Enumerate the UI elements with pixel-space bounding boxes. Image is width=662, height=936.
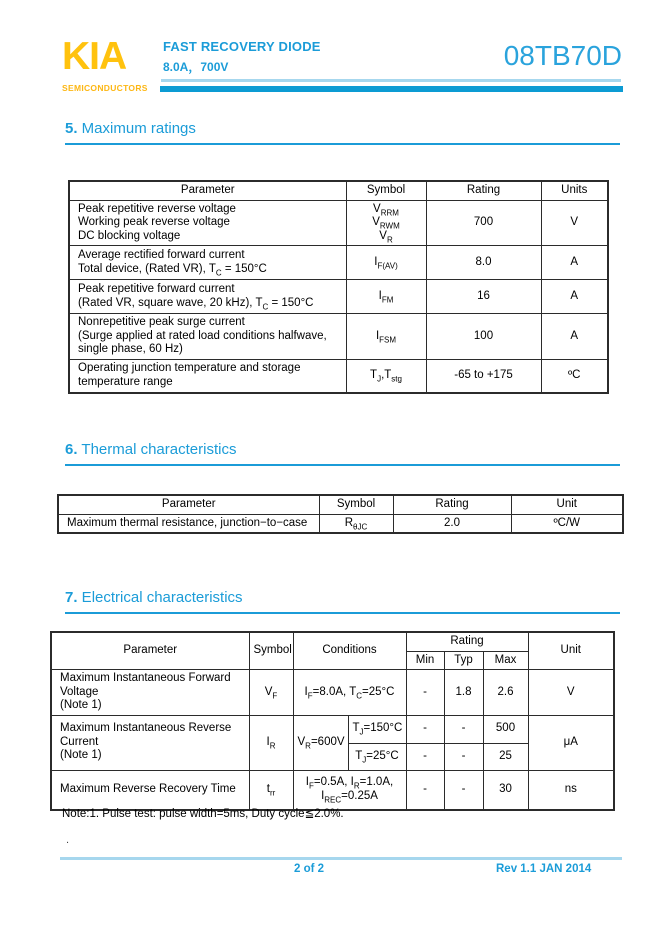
typ-cell: -: [444, 743, 483, 770]
col-header-rating: Rating: [406, 632, 528, 651]
table-row: [58, 514, 623, 533]
param-cell: Maximum Reverse Recovery Time: [51, 770, 249, 810]
col-header-symbol: Symbol: [319, 495, 393, 514]
col-header-units: Units: [541, 181, 608, 200]
param-cell: Peak repetitive reverse voltage Working peak reverse voltage DC blocking voltage: [69, 200, 346, 246]
max-cell: 30: [483, 770, 528, 810]
section-number: 6.: [65, 441, 78, 458]
param-cell: Maximum Instantaneous Forward Voltage (Note 1): [51, 670, 249, 716]
table-row-forward-voltage: [51, 670, 614, 716]
part-number: 08TB70D: [503, 40, 622, 71]
symbol-cell: $V_F$: [249, 670, 293, 716]
footnote: Note:1. Pulse test: pulse width=5ms, Duty cycle≦2.0%.: [62, 808, 344, 820]
section-title: Maximum ratings: [77, 120, 196, 137]
param-cell: Peak repetitive forward current (Rated VR, square wave, 20 kHz), $T_C = 150^\circ C$: [69, 280, 346, 314]
typ-cell: -: [444, 715, 483, 743]
max-cell: 500: [483, 715, 528, 743]
table-row: [69, 359, 608, 393]
product-spec: 8.0A，700V: [163, 60, 229, 74]
symbol-cell: $I_R$: [249, 715, 293, 770]
param-cell: Average rectified forward current Total device, (Rated VR), $T_C = 150^\circ C$: [69, 246, 346, 280]
page-number: 2 of 2: [294, 863, 325, 875]
electrical-table: [50, 631, 615, 811]
rating-cell: 16: [426, 280, 541, 314]
header-rule-thick: [160, 86, 623, 92]
conditions-sub-cell: $T_J=150^\circ C$: [348, 715, 406, 743]
conditions-cell: $I_F=8.0A$, $T_C=25^\circ C$: [293, 670, 406, 716]
symbol-cell: $T_J,T_{stg}$: [346, 359, 426, 393]
section-title: Thermal characteristics: [77, 441, 237, 458]
rating-cell: -65 to +175: [426, 359, 541, 393]
units-cell: ºC: [541, 359, 608, 393]
section-title: Electrical characteristics: [77, 589, 243, 606]
header-rule-light: [161, 79, 621, 82]
symbol-cell: $I_{FSM}$: [346, 314, 426, 360]
table-row: [69, 280, 608, 314]
stray-dot: .: [66, 834, 70, 846]
rating-cell: 100: [426, 314, 541, 360]
col-header-symbol: Symbol: [249, 632, 293, 670]
param-cell: Operating junction temperature and storage temperature range: [69, 359, 346, 393]
col-header-rating: Rating: [426, 181, 541, 200]
units-cell: A: [541, 246, 608, 280]
section-heading-electrical: [65, 589, 620, 614]
unit-cell: ns: [528, 770, 614, 810]
conditions-sub-cell: $T_J=25^\circ C$: [348, 743, 406, 770]
unit-cell: V: [528, 670, 614, 716]
symbol-cell: $I_{FM}$: [346, 280, 426, 314]
col-header-max: Max: [483, 651, 528, 670]
max-cell: 2.6: [483, 670, 528, 716]
col-header-rating: Rating: [393, 495, 511, 514]
symbol-cell: $t_{rr}$: [249, 770, 293, 810]
col-header-parameter: Parameter: [51, 632, 249, 670]
section-number: 5.: [65, 120, 78, 137]
rating-cell: 700: [426, 200, 541, 246]
col-header-min: Min: [406, 651, 444, 670]
thermal-table: [57, 494, 624, 534]
table-row-reverse-current: [51, 715, 614, 743]
col-header-typ: Typ: [444, 651, 483, 670]
col-header-parameter: Parameter: [58, 495, 319, 514]
table-row: [69, 246, 608, 280]
rating-cell: 2.0: [393, 514, 511, 533]
symbol-cell: $V_{RRM}$ $V_{RWM}$ $V_R$: [346, 200, 426, 246]
units-cell: A: [541, 314, 608, 360]
table-header-row: [69, 181, 608, 200]
unit-cell: ºC/W: [511, 514, 623, 533]
max-ratings-table: [68, 180, 609, 394]
table-row: [69, 200, 608, 246]
section-heading-max-ratings: [65, 120, 620, 145]
min-cell: -: [406, 770, 444, 810]
typ-cell: -: [444, 770, 483, 810]
revision-label: Rev 1.1 JAN 2014: [496, 863, 592, 875]
product-type: FAST RECOVERY DIODE: [163, 39, 321, 54]
min-cell: -: [406, 743, 444, 770]
col-header-symbol: Symbol: [346, 181, 426, 200]
rating-cell: 8.0: [426, 246, 541, 280]
conditions-main-cell: $V_R=600V$: [293, 715, 348, 770]
logo-text: KIA: [62, 35, 127, 78]
param-cell: Maximum Instantaneous Reverse Current (Note 1): [51, 715, 249, 770]
symbol-cell: $I_{F(AV)}$: [346, 246, 426, 280]
col-header-unit: Unit: [511, 495, 623, 514]
product-title: [163, 39, 321, 75]
min-cell: -: [406, 715, 444, 743]
param-cell: Maximum thermal resistance, junction−to−case: [58, 514, 319, 533]
logo-subtext: SEMICONDUCTORS: [62, 82, 148, 93]
col-header-parameter: Parameter: [69, 181, 346, 200]
section-number: 7.: [65, 589, 78, 606]
min-cell: -: [406, 670, 444, 716]
symbol-cell: $R_{\theta JC}$: [319, 514, 393, 533]
max-cell: 25: [483, 743, 528, 770]
unit-cell: μA: [528, 715, 614, 770]
table-header-row: [51, 632, 614, 651]
table-header-row: [58, 495, 623, 514]
units-cell: V: [541, 200, 608, 246]
footer-rule: [60, 857, 622, 860]
conditions-cell: $I_F=0.5A$, $I_R=1.0A$, $I_{REC}=0.25A$: [293, 770, 406, 810]
param-cell: Nonrepetitive peak surge current (Surge applied at rated load conditions halfwave, single phase, 60 Hz): [69, 314, 346, 360]
table-row-recovery-time: [51, 770, 614, 810]
col-header-unit: Unit: [528, 632, 614, 670]
table-row: [69, 314, 608, 360]
col-header-conditions: Conditions: [293, 632, 406, 670]
brand-logo: [62, 36, 162, 93]
units-cell: A: [541, 280, 608, 314]
typ-cell: 1.8: [444, 670, 483, 716]
section-heading-thermal: [65, 441, 620, 466]
